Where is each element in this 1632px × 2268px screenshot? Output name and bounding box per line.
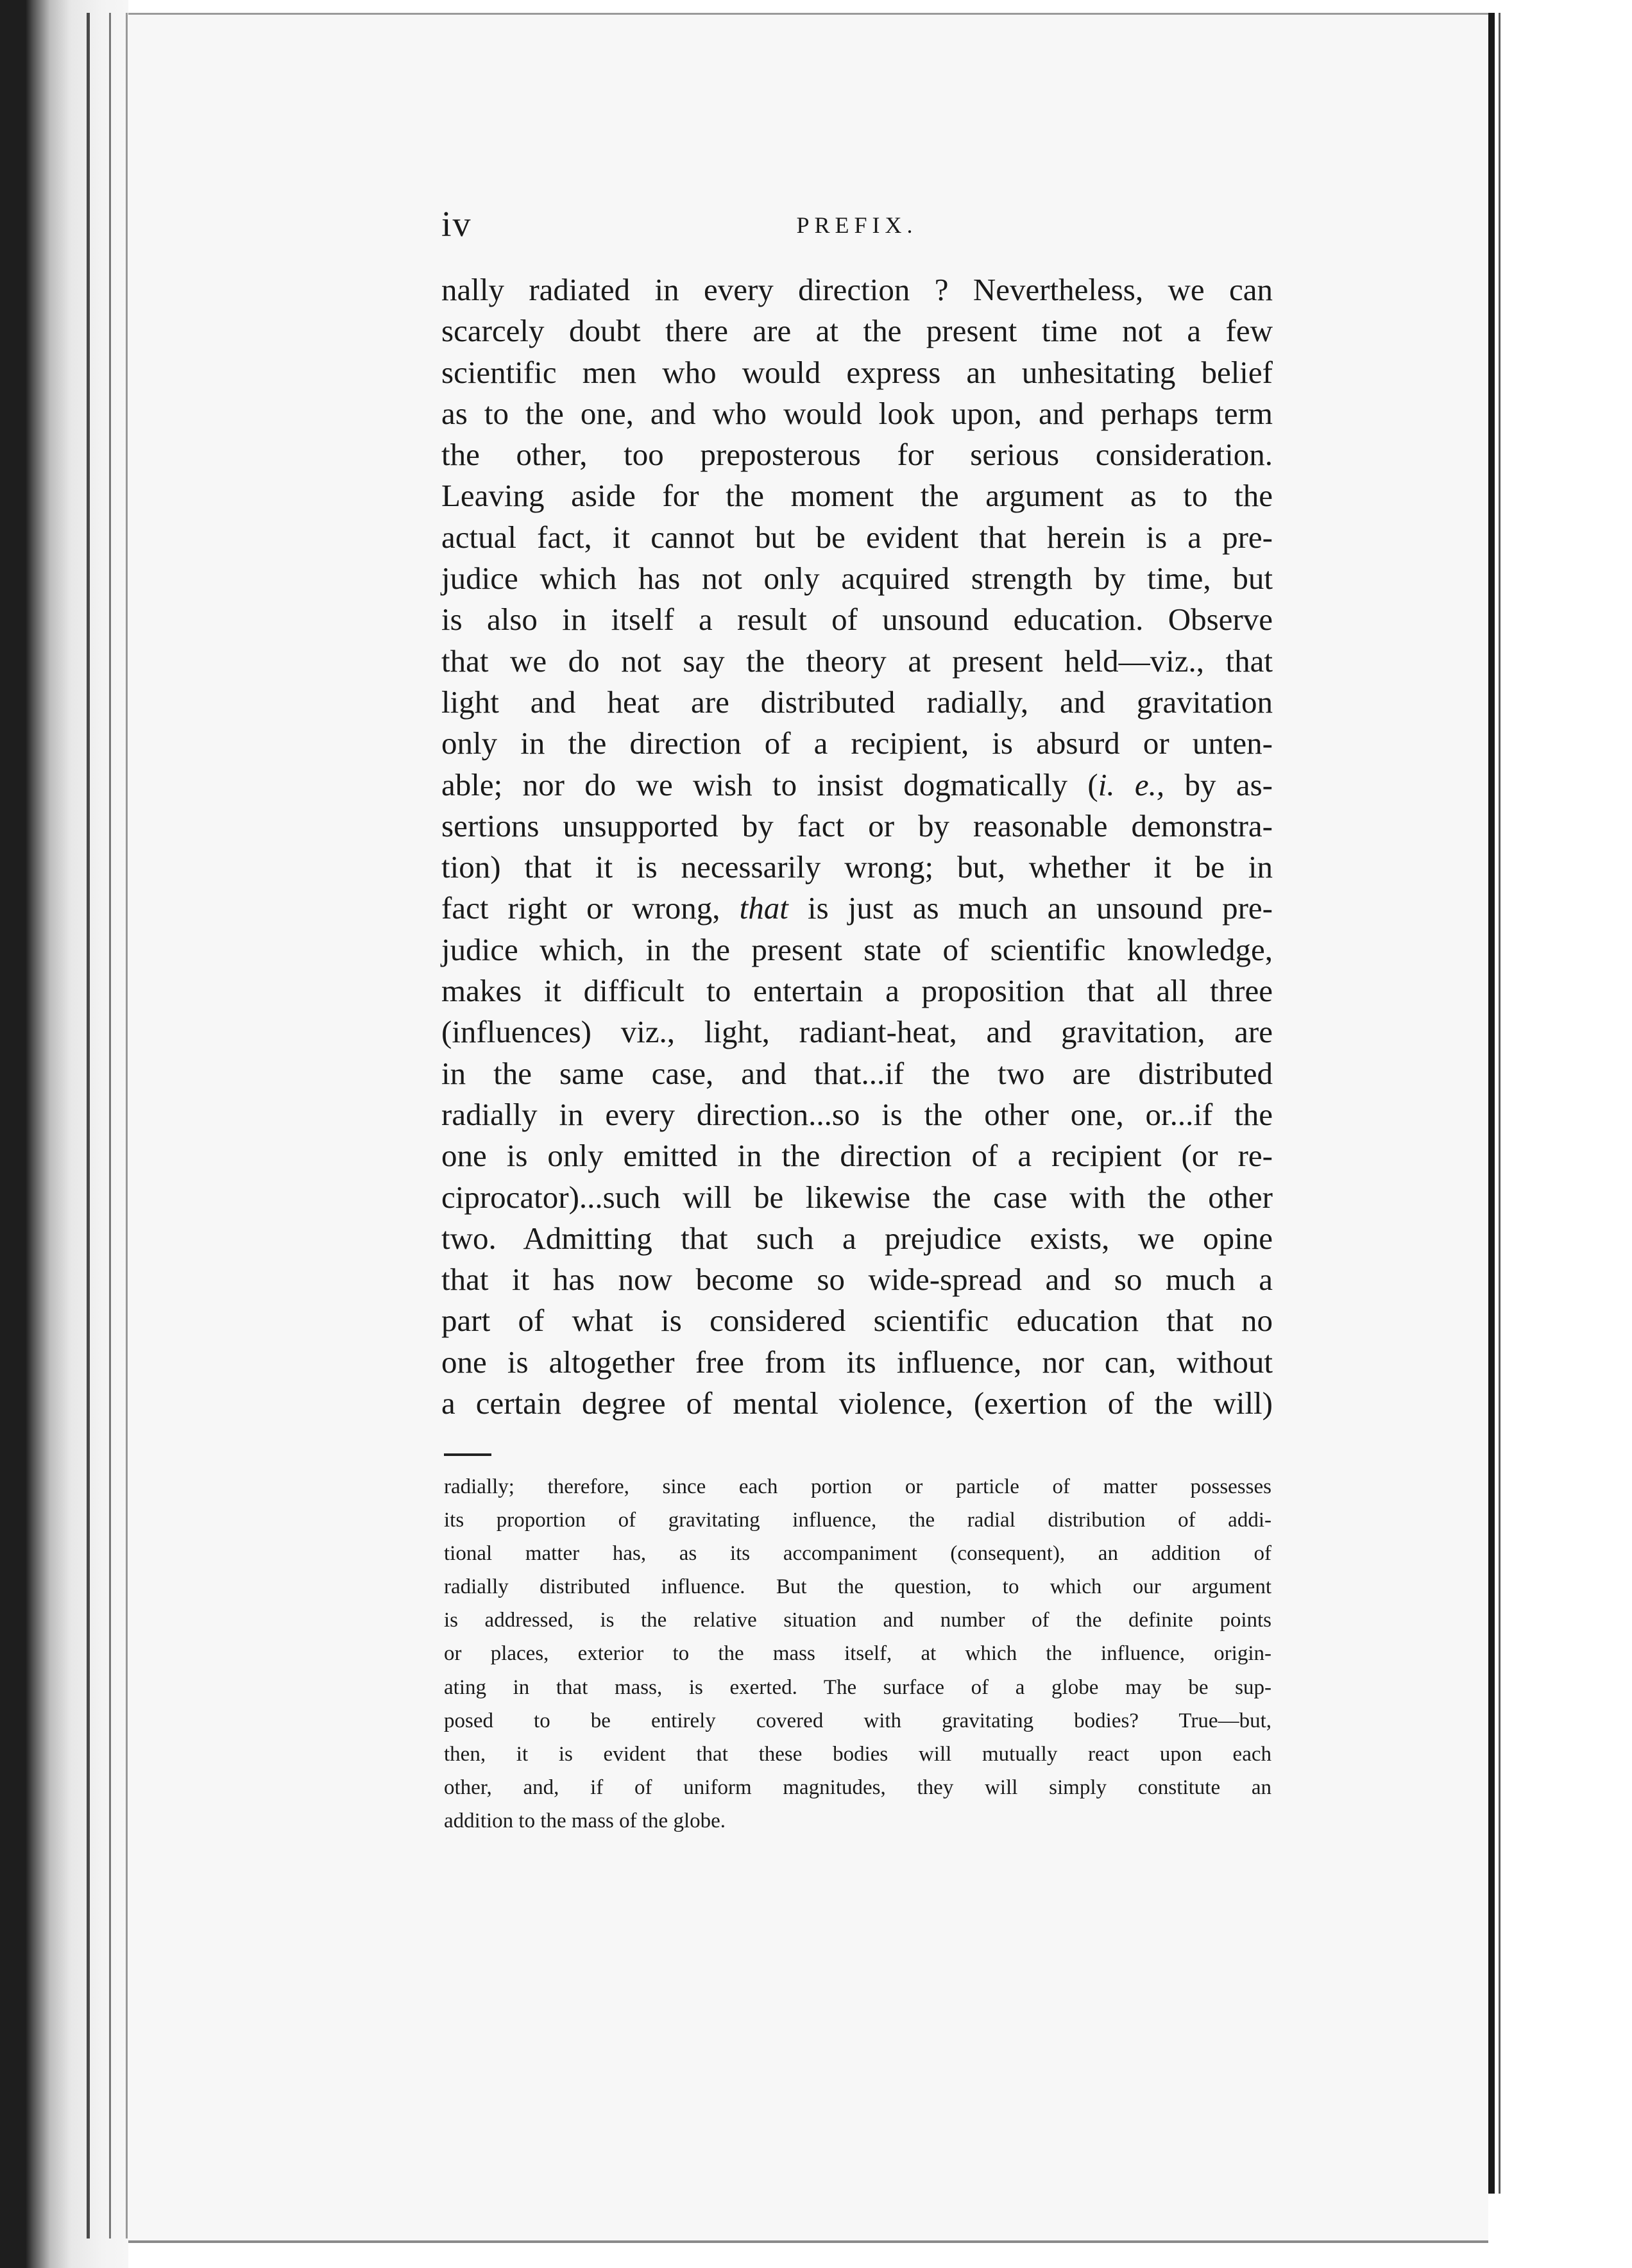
binding-line	[109, 13, 111, 2238]
footnote-line: posed to be entirely covered with gravitating bodies? True—but,	[444, 1709, 1271, 1732]
footnote	[444, 1470, 1271, 1838]
footnote-line: radially; therefore, since each portion or particle of matter possesses	[444, 1475, 1271, 1498]
text-line: part of what is considered scientific education that no	[441, 1303, 1273, 1339]
text-line: makes it difficult to entertain a proposition that all three	[441, 973, 1273, 1009]
text-line: that it has now become so wide-spread and so much a	[441, 1262, 1273, 1298]
footnote-line: its proportion of gravitating influence, the radial distribution of addi-	[444, 1509, 1271, 1532]
next-page-edge	[1488, 0, 1632, 2268]
footnote-line: or places, exterior to the mass itself, at which the influence, origin-	[444, 1642, 1271, 1666]
text-line: (influences) viz., light, radiant-heat, and gravitation, are	[441, 1014, 1273, 1050]
text-line: radially in every direction...so is the other one, or...if the	[441, 1096, 1273, 1132]
text-segment: by as-	[1164, 766, 1273, 802]
scan-binding-edge	[0, 0, 128, 2268]
text-segment: able; nor do we wish to insist dogmatically (	[441, 766, 1098, 802]
footnote-line: tional matter has, as its accompaniment (consequent), an addition of	[444, 1542, 1271, 1566]
text-line: Leaving aside for the moment the argument as to the	[441, 478, 1273, 514]
footnote-line: is addressed, is the relative situation and number of the definite points	[444, 1609, 1271, 1632]
text-line: light and heat are distributed radially, and gravitation	[441, 684, 1273, 720]
page-number: iv	[441, 205, 472, 244]
body-text	[441, 269, 1273, 1424]
text-line: judice which has not only acquired strength by time, but	[441, 561, 1273, 597]
text-line: tion) that it is necessarily wrong; but, whether it be in	[441, 849, 1273, 885]
footnote-line: addition to the mass of the globe.	[444, 1809, 726, 1832]
italic-text: that	[739, 890, 788, 926]
text-line: actual fact, it cannot but be evident that herein is a pre-	[441, 519, 1273, 555]
footnote-line: radially distributed influence. But the question, to which our argument	[444, 1575, 1271, 1599]
text-line: as to the one, and who would look upon, and perhaps term	[441, 395, 1273, 431]
italic-text: i. e.,	[1098, 766, 1165, 802]
text-line: nally radiated in every direction ? Nevertheless, we can	[441, 272, 1273, 307]
text-line: judice which, in the present state of scientific knowledge,	[441, 931, 1273, 967]
text-line: that we do not say the theory at present held—viz., that	[441, 643, 1273, 679]
text-line: one is only emitted in the direction of a recipient (or re-	[441, 1138, 1273, 1174]
text-line	[441, 888, 1273, 929]
footnote-line: ating in that mass, is exerted. The surface of a globe may be sup-	[444, 1675, 1271, 1699]
text-line: one is altogether free from its influence, nor can, without	[441, 1344, 1273, 1380]
text-line: scarcely doubt there are at the present time not a few	[441, 313, 1273, 349]
page-edge-shadow	[1488, 13, 1495, 2194]
binding-line	[126, 13, 128, 2238]
text-line: only in the direction of a recipient, is absurd or unten-	[441, 725, 1273, 761]
text-line: a certain degree of mental violence, (exertion of the will)	[441, 1385, 1273, 1421]
binding-line	[87, 13, 90, 2238]
footnote-line: other, and, if of uniform magnitudes, they will simply constitute an	[444, 1775, 1271, 1799]
text-line: in the same case, and that...if the two are distributed	[441, 1055, 1273, 1091]
text-line: sertions unsupported by fact or by reasonable demonstra-	[441, 808, 1273, 843]
running-title: PREFIX.	[796, 212, 918, 238]
page-edge-line	[1499, 13, 1500, 2194]
text-segment: fact right or wrong,	[441, 890, 740, 926]
text-line	[441, 765, 1273, 806]
footnote-rule	[444, 1453, 491, 1456]
text-line: two. Admitting that such a prejudice exists, we opine	[441, 1220, 1273, 1256]
text-segment: is just as much an unsound pre-	[788, 890, 1273, 926]
text-line: ciprocator)...such will be likewise the case with the other	[441, 1179, 1273, 1215]
footnote-line: then, it is evident that these bodies will mutually react upon each	[444, 1742, 1271, 1766]
running-head	[441, 204, 1273, 249]
text-line: the other, too preposterous for serious consideration.	[441, 437, 1273, 473]
text-line: scientific men who would express an unhesitating belief	[441, 354, 1273, 390]
text-line: is also in itself a result of unsound education. Observe	[441, 602, 1273, 638]
